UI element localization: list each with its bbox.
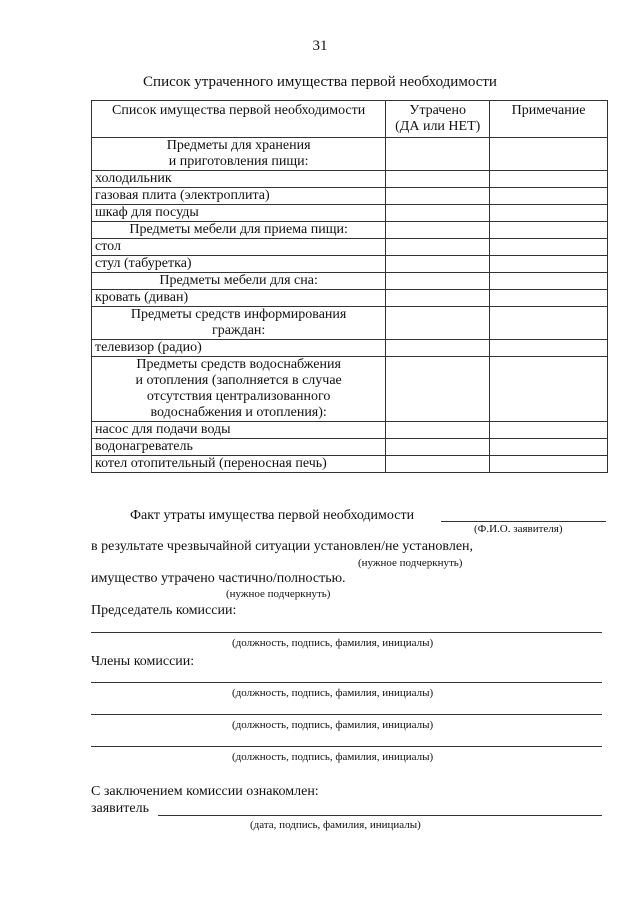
- table-row: [92, 456, 608, 473]
- note-cell[interactable]: [490, 439, 608, 456]
- lost-cell[interactable]: [386, 138, 490, 171]
- note-cell[interactable]: [490, 205, 608, 222]
- note-cell[interactable]: [490, 340, 608, 357]
- property-table: [91, 100, 608, 473]
- table-row: [92, 273, 608, 290]
- chairman-label: Председатель комиссии:: [91, 603, 237, 618]
- row-label: кровать (диван): [92, 290, 386, 307]
- note-cell[interactable]: [490, 239, 608, 256]
- table-row: [92, 290, 608, 307]
- note-cell[interactable]: [490, 171, 608, 188]
- lost-cell[interactable]: [386, 290, 490, 307]
- underline-hint: (нужное подчеркнуть): [358, 557, 463, 569]
- lost-cell[interactable]: [386, 422, 490, 439]
- header-note: Примечание: [490, 101, 608, 138]
- note-cell[interactable]: [490, 188, 608, 205]
- applicant-label: заявитель: [91, 801, 149, 816]
- table-row: [92, 222, 608, 239]
- table-row: [92, 205, 608, 222]
- signature-hint: (должность, подпись, фамилия, инициалы): [232, 719, 434, 731]
- conclusion-hint: (дата, подпись, фамилия, инициалы): [250, 819, 421, 831]
- applicant-name-line[interactable]: [441, 521, 606, 522]
- note-cell[interactable]: [490, 357, 608, 422]
- note-cell[interactable]: [490, 290, 608, 307]
- underline-hint: (нужное подчеркнуть): [226, 588, 331, 600]
- lost-cell[interactable]: [386, 205, 490, 222]
- lost-cell[interactable]: [386, 171, 490, 188]
- lost-cell[interactable]: [386, 256, 490, 273]
- applicant-name-hint: (Ф.И.О. заявителя): [474, 523, 563, 535]
- lost-cell[interactable]: [386, 222, 490, 239]
- row-label: Предметы для хранения и приготовления пищи:: [92, 138, 386, 171]
- lost-cell[interactable]: [386, 273, 490, 290]
- table-row: [92, 171, 608, 188]
- lost-cell[interactable]: [386, 456, 490, 473]
- table-row: [92, 256, 608, 273]
- lost-cell[interactable]: [386, 239, 490, 256]
- note-cell[interactable]: [490, 138, 608, 171]
- document-title: Список утраченного имущества первой необходимости: [143, 74, 497, 90]
- row-label: Предметы мебели для сна:: [92, 273, 386, 290]
- table-row: [92, 422, 608, 439]
- row-label: Предметы средств информирования граждан:: [92, 307, 386, 340]
- note-cell[interactable]: [490, 222, 608, 239]
- lost-cell[interactable]: [386, 307, 490, 340]
- chairman-signature-line[interactable]: [91, 632, 602, 633]
- table-row: [92, 138, 608, 171]
- row-label: котел отопительный (переносная печь): [92, 456, 386, 473]
- row-label: стол: [92, 239, 386, 256]
- note-cell[interactable]: [490, 456, 608, 473]
- note-cell[interactable]: [490, 422, 608, 439]
- row-label: стул (табуретка): [92, 256, 386, 273]
- header-lost: Утрачено (ДА или НЕТ): [386, 101, 490, 138]
- row-label: водонагреватель: [92, 439, 386, 456]
- member-signature-line[interactable]: [91, 682, 602, 683]
- table-row: [92, 357, 608, 422]
- loss-fact-text: Факт утраты имущества первой необходимости: [130, 508, 415, 523]
- page-number: 31: [312, 38, 328, 54]
- signature-hint: (должность, подпись, фамилия, инициалы): [232, 637, 434, 649]
- row-label: телевизор (радио): [92, 340, 386, 357]
- lost-cell[interactable]: [386, 340, 490, 357]
- header-property-list: Список имущества первой необходимости: [92, 101, 386, 138]
- property-loss-text: имущество утрачено частично/полностью.: [91, 571, 346, 586]
- members-label: Члены комиссии:: [91, 654, 195, 669]
- table-row: [92, 439, 608, 456]
- row-label: газовая плита (электроплита): [92, 188, 386, 205]
- signature-hint: (должность, подпись, фамилия, инициалы): [232, 687, 434, 699]
- table-header-row: [92, 101, 608, 138]
- member-signature-line[interactable]: [91, 746, 602, 747]
- lost-cell[interactable]: [386, 188, 490, 205]
- conclusion-text: С заключением комиссии ознакомлен:: [91, 784, 319, 799]
- member-signature-line[interactable]: [91, 714, 602, 715]
- emergency-result-text: в результате чрезвычайной ситуации установлен/не установлен,: [91, 539, 474, 554]
- applicant-signature-line[interactable]: [158, 815, 602, 816]
- row-label: Предметы средств водоснабжения и отопления (заполняется в случае отсутствия централизованного водоснабжения и отопления):: [92, 357, 386, 422]
- row-label: холодильник: [92, 171, 386, 188]
- table-row: [92, 340, 608, 357]
- row-label: насос для подачи воды: [92, 422, 386, 439]
- note-cell[interactable]: [490, 256, 608, 273]
- table-row: [92, 307, 608, 340]
- lost-cell[interactable]: [386, 357, 490, 422]
- note-cell[interactable]: [490, 307, 608, 340]
- row-label: Предметы мебели для приема пищи:: [92, 222, 386, 239]
- lost-cell[interactable]: [386, 439, 490, 456]
- table-row: [92, 188, 608, 205]
- signature-hint: (должность, подпись, фамилия, инициалы): [232, 751, 434, 763]
- row-label: шкаф для посуды: [92, 205, 386, 222]
- note-cell[interactable]: [490, 273, 608, 290]
- table-row: [92, 239, 608, 256]
